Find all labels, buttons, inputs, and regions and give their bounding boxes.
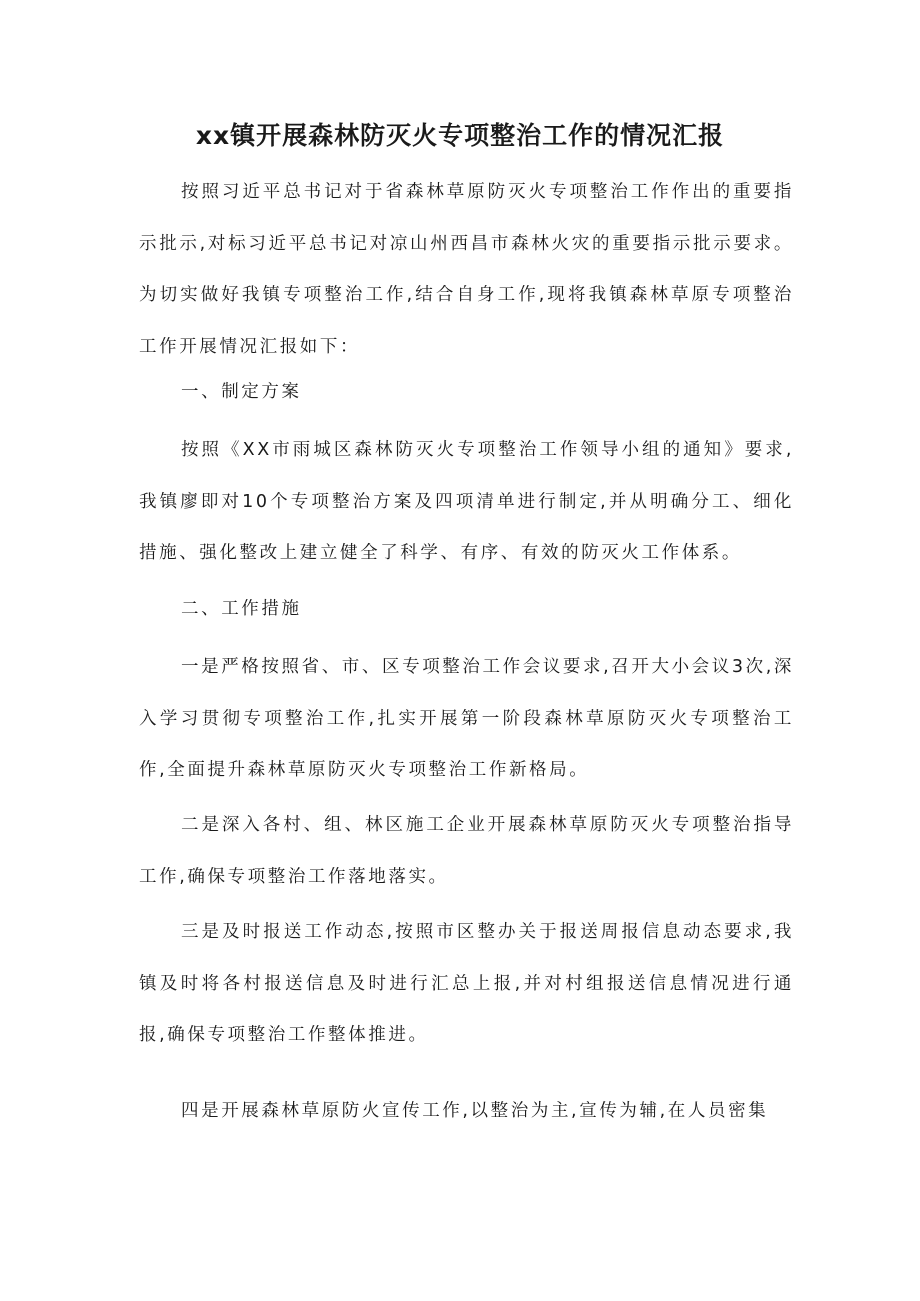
intro-paragraph: 按照习近平总书记对于省森林草原防灭火专项整治工作作出的重要指示批示,对标习近平总书记对凉山州西昌市森林火灾的重要指示批示要求。为切实做好我镇专项整治工作,结合自身工作,现将我镇森林草原专项整治工作开展情况汇报如下： [139,182,794,357]
document-title: xx镇开展森林防灭火专项整治工作的情况汇报 [195,121,725,150]
plan-paragraph: 按照《XX市雨城区森林防灭火专项整治工作领导小组的通知》要求,我镇廖即对10个专项整治方案及四项清单进行制定,并从明确分工、细化措施、强化整改上建立健全了科学、有序、有效的防灭火工作体系。 [139,440,794,563]
measure-paragraph-4: 四是开展森林草原防火宣传工作,以整治为主,宣传为辅,在人员密集 [181,1101,769,1121]
measure-paragraph-1: 一是严格按照省、市、区专项整治工作会议要求,召开大小会议3次,深入学习贯彻专项整治工作,扎实开展第一阶段森林草原防灭火专项整治工作,全面提升森林草原防灭火专项整治工作新格局。 [139,657,794,780]
section-heading-plan: 一、制定方案 [181,382,302,402]
measure-paragraph-2: 二是深入各村、组、林区施工企业开展森林草原防灭火专项整治指导工作,确保专项整治工作落地落实。 [139,815,794,887]
section-heading-measures: 二、工作措施 [181,599,302,619]
measure-paragraph-3: 三是及时报送工作动态,按照市区整办关于报送周报信息动态要求,我镇及时将各村报送信息及时进行汇总上报,并对村组报送信息情况进行通报,确保专项整治工作整体推进。 [139,922,794,1045]
